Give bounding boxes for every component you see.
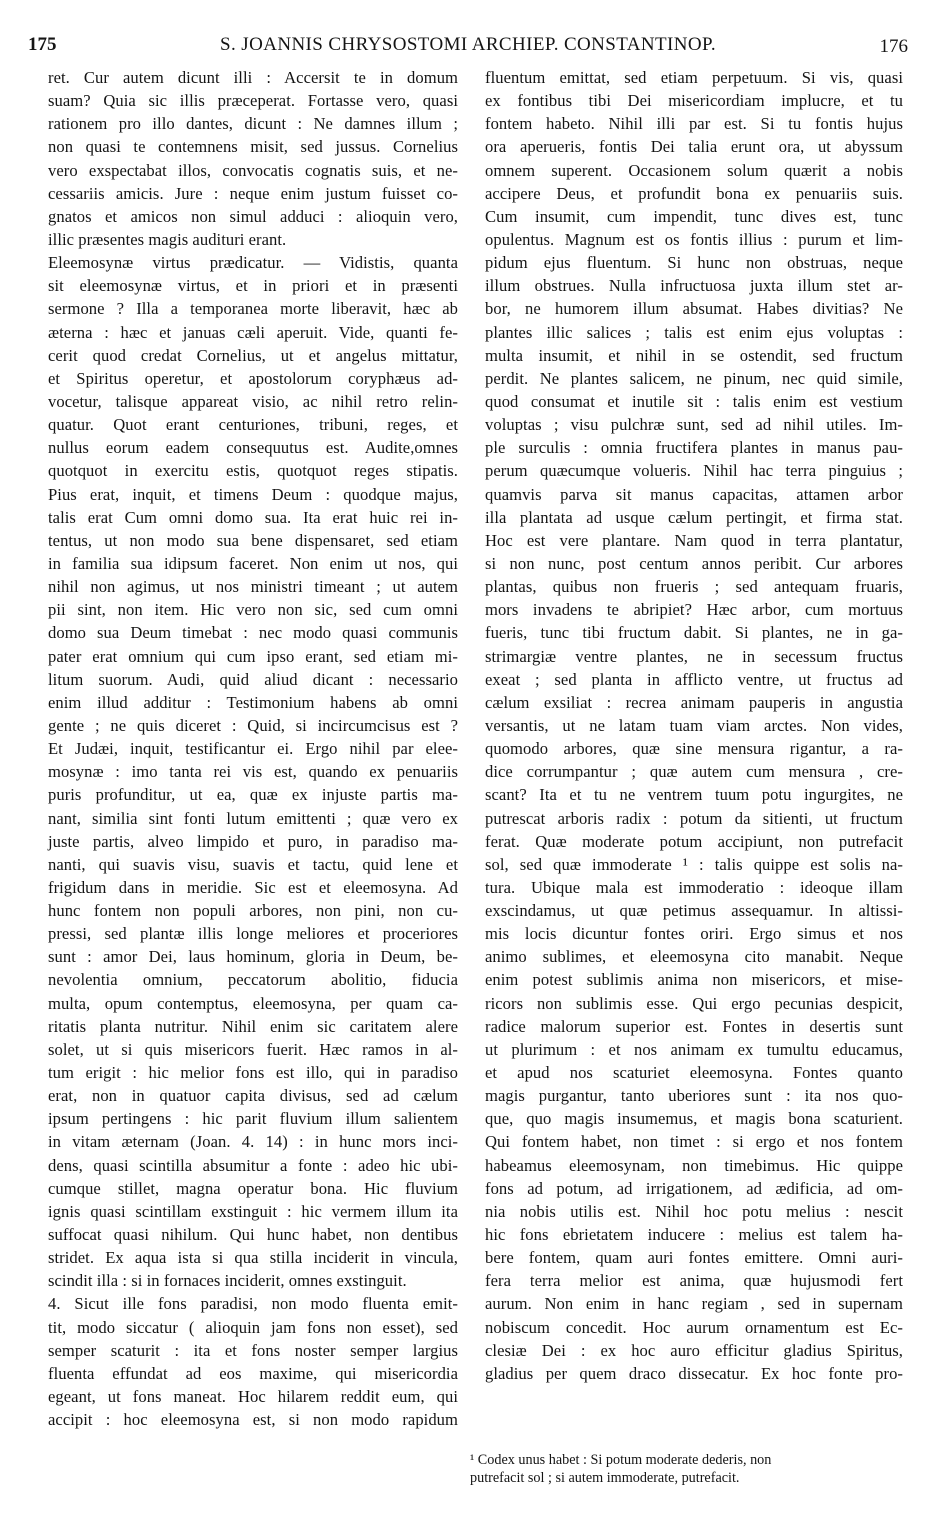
text-line: Hoc est vere plantare. Nam quod in terra plantatur, bbox=[485, 530, 903, 550]
left-text-column bbox=[48, 66, 458, 1431]
text-line: sit eleemosynæ virtus, et in priori et in præsenti bbox=[48, 276, 458, 296]
text-line: fontem habeto. Nihil illi par est. Si tu fontis hujus bbox=[485, 114, 903, 134]
text-line: fera terra melior est anima, quæ hujusmodi fert bbox=[485, 1271, 903, 1291]
text-line: et apud nos scaturiet eleemosyna. Fontes quanto bbox=[485, 1063, 903, 1083]
text-line: sol, sed quæ immoderate ¹ : talis quippe est solis na- bbox=[485, 854, 903, 874]
text-line: vero exspectabat illos, convocatis cognatis suis, et ne- bbox=[48, 160, 458, 180]
page-number-left: 175 bbox=[28, 34, 57, 55]
text-line: enim illud additur : Testimonium habens ab omni bbox=[48, 692, 458, 712]
text-line: fueris, tunc tibi fructum dabit. Si plantes, ne in ga- bbox=[485, 623, 903, 643]
text-line: illic præsentes magis audituri erant. bbox=[48, 229, 287, 249]
text-line: cumque stillet, magna operatur bona. Hic fluvium bbox=[48, 1178, 458, 1198]
text-line: Et Judæi, inquit, testificantur ei. Ergo nihil par elee- bbox=[48, 739, 458, 759]
text-line: erat, non in quatuor capita divisus, sed ad cælum bbox=[48, 1086, 458, 1106]
text-line: gente ; ne quis diceret : Quid, si incircumcisus est ? bbox=[48, 715, 458, 735]
text-line: tura. Ubique mala est immoderatio : ideoque illam bbox=[485, 877, 903, 897]
text-line: quatur. Quot erant centuriones, tribuni, reges, et bbox=[48, 415, 458, 435]
text-line: et Spiritus operetur, et apostolorum coryphæus ad- bbox=[48, 368, 458, 388]
text-line: mors invadens te abripiet? Hæc arbor, cum mortuus bbox=[485, 600, 903, 620]
text-line: nihil non agimus, ut nos ministri timeant ; ut autem bbox=[48, 577, 458, 597]
text-line: 4. Sicut ille fons paradisi, non modo fluenta emit- bbox=[48, 1294, 458, 1314]
text-line: cessariis amicis. Jure : neque enim justum fuisset co- bbox=[48, 183, 458, 203]
text-line: hunc fontem non populi arbores, non pini, non cu- bbox=[48, 901, 458, 921]
text-line: ora aperueris, fontis Dei talia erunt ora, ut abyssum bbox=[485, 137, 903, 157]
text-line: ut plurimum : et nos animam ex tumultu educamus, bbox=[485, 1039, 903, 1059]
text-line: Pius erat, inquit, et timens Deum : quodque majus, bbox=[48, 484, 458, 504]
text-line: enim potest sublimis anima non misericors, et mise- bbox=[485, 970, 903, 990]
text-line: nullus eorum eadem consequutus est. Audite,omnes bbox=[48, 438, 458, 458]
text-line: rationem pro illo dantes, dicunt : Ne damnes illum ; bbox=[48, 114, 458, 134]
running-header bbox=[28, 34, 908, 60]
text-line: nant, similia sint fonti lutum emittenti ; quæ vero ex bbox=[48, 808, 458, 828]
text-line: accipere Deus, et profundit bona ex penuariis suis. bbox=[485, 183, 903, 203]
text-line: nevolentia omnium, peccatorum abolitio, fiducia bbox=[48, 970, 458, 990]
text-line: pii sint, non item. Hic vero non sic, sed cum omni bbox=[48, 600, 458, 620]
text-line: cælum exsiliat : recrea animam pauperis in angustia bbox=[485, 692, 903, 712]
text-line: multa, opum contemptus, eleemosyna, per quam ca- bbox=[48, 993, 458, 1013]
text-line: magis purgantur, tanto uberiores sunt : ita nos quo- bbox=[485, 1086, 903, 1106]
text-line: solet, ut si quis misericors fuerit. Hæc ramos in al- bbox=[48, 1039, 458, 1059]
text-line: ple surculis : omnia fructifera plantes in manus pau- bbox=[485, 438, 903, 458]
text-line: pidum ejus fluentum. Si hunc non obstruas, neque bbox=[485, 253, 903, 273]
text-line: suam? Quia sic illis præceperat. Fortasse vero, quasi bbox=[48, 91, 458, 111]
text-line: quotquot in exercitu estis, quotquot reges stipatis. bbox=[48, 461, 458, 481]
text-line: radice malorum superior est. Fontes in desertis sunt bbox=[485, 1016, 903, 1036]
page-number-right: 176 bbox=[879, 36, 908, 57]
text-line: ritatis planta nutritur. Nihil enim sic caritatem alere bbox=[48, 1016, 458, 1036]
footnote-line: ¹ Codex unus habet : Si potum moderate dederis, non bbox=[470, 1452, 772, 1468]
text-line: Eleemosynæ virtus prædicatur. — Vidistis, quanta bbox=[48, 253, 458, 273]
text-line: hic fons ebrietatem inducere : melius est talem ha- bbox=[485, 1225, 903, 1245]
text-line: illum obstrues. Nulla infructuosa juxta illum stet ar- bbox=[485, 276, 903, 296]
text-line: ignis quasi scintillam exstinguit : hic vermem illum ita bbox=[48, 1201, 458, 1221]
text-line: egeant, ut fons maneat. Hoc hilarem reddit eum, qui bbox=[48, 1387, 458, 1407]
text-line: pater erat omnium qui cum ipso erant, sed etiam mi- bbox=[48, 646, 458, 666]
text-line: que, quo magis insumemus, et magis bona scaturient. bbox=[485, 1109, 903, 1129]
text-line: Cum insumit, cum impendit, tunc dives est, tunc bbox=[485, 206, 903, 226]
text-line: plantas, quibus non frueris ; sed antequam fruaris, bbox=[485, 577, 903, 597]
text-line: vocetur, talisque appareat visio, ac nihil retro relin- bbox=[48, 391, 458, 411]
text-line: quod consumat et inutile sit : talis enim est vestium bbox=[485, 391, 903, 411]
text-line: mosynæ : imo tanta rei vis est, quando ex penuariis bbox=[48, 762, 458, 782]
right-text-column bbox=[485, 66, 903, 1385]
text-line: Qui fontem habet, non timet : si ergo et nos fontem bbox=[485, 1132, 903, 1152]
text-line: semper scaturit : ita et fons noster semper largius bbox=[48, 1340, 458, 1360]
text-line: sunt : amor Dei, laus hominum, gloria in Deum, be- bbox=[48, 947, 458, 967]
text-line: versantis, ut ne latam tuam viam arctes. Non vides, bbox=[485, 715, 903, 735]
text-line: fluentum emittat, sed etiam perpetuum. Si vis, quasi bbox=[485, 68, 903, 87]
text-line: talis erat Cum omni domo sua. Ita erat huic rei in- bbox=[48, 507, 458, 527]
text-line: gnatos et amicos non simul adduci : alioquin vero, bbox=[48, 206, 458, 226]
text-line: ferat. Quæ moderate potum accipiunt, non putrefacit bbox=[485, 831, 903, 851]
text-line: sermone ? Illa a temporanea morte liberavit, hæc ab bbox=[48, 299, 458, 319]
text-line: accipit : hoc eleemosyna est, si non modo rapidum bbox=[48, 1410, 458, 1430]
text-line: quomodo arbores, quæ sine mensura rigantur, a ra- bbox=[485, 739, 903, 759]
text-line: quamvis parva sit manus capacitas, attamen arbor bbox=[485, 484, 903, 504]
text-line: scindit illa : si in fornaces inciderit, omnes exstinguit. bbox=[48, 1271, 407, 1291]
text-line: illa plantata ad usque cælum pertingit, et firma stat. bbox=[485, 507, 903, 527]
text-line: ret. Cur autem dicunt illi : Accersit te in domum bbox=[48, 68, 458, 87]
text-line: stridet. Ex aqua ista si qua stilla inciderit in vincula, bbox=[48, 1248, 458, 1268]
text-line: mis locis dicuntur fontes oriri. Ergo simus et nos bbox=[485, 924, 903, 944]
text-line: fluenta effundat ad eos maxime, qui misericordia bbox=[48, 1363, 458, 1383]
footnote bbox=[470, 1451, 890, 1487]
text-line: æterna : hæc et januas cæli aperuit. Vide, quanti fe- bbox=[48, 322, 458, 342]
text-line: litum suorum. Audi, quid aliud dicant : necessario bbox=[48, 669, 458, 689]
text-line: gladius per quem draco dissecatur. Ex hoc fonte pro- bbox=[485, 1363, 903, 1383]
text-line: multa insumit, et nihil in se ostendit, sed fructum bbox=[485, 345, 903, 365]
text-line: putrescat arboris radix : potum da sitienti, ut fructum bbox=[485, 808, 903, 828]
text-line: suffocat quasi nihilum. Qui hunc habet, non dentibus bbox=[48, 1225, 458, 1245]
text-line: si non nunc, post centum annos peribit. Cur arbores bbox=[485, 553, 903, 573]
text-line: in familia sua idipsum faceret. Non enim ut nos, qui bbox=[48, 553, 458, 573]
text-line: fons ad potum, ad irrigationem, ad ædificia, ad om- bbox=[485, 1178, 903, 1198]
text-line: bere fontem, quam auri fontes emittere. Omni auri- bbox=[485, 1248, 903, 1268]
text-line: ex fontibus tibi Dei misericordiam implucre, et tu bbox=[485, 91, 903, 111]
text-line: voluptas ; visu pulchræ sunt, sed ad nihil utiles. Im- bbox=[485, 415, 903, 435]
text-line: scant? Ita et tu ne ventrem tuum potu ingurgites, ne bbox=[485, 785, 903, 805]
text-line: nia nobis utilis est. Nihil hoc potu melius : nescit bbox=[485, 1201, 903, 1221]
text-line: tum erigit : hic melior fons est illo, qui in paradiso bbox=[48, 1063, 458, 1083]
text-line: nobiscum concedit. Hoc aurum ornamentum est Ec- bbox=[485, 1317, 903, 1337]
text-line: aurum. Non enim in hanc regiam , sed in supernam bbox=[485, 1294, 903, 1314]
text-line: non quasi te contemnens misit, sed jussus. Cornelius bbox=[48, 137, 458, 157]
running-title: S. JOANNIS CHRYSOSTOMI ARCHIEP. CONSTANTINOP. bbox=[220, 34, 716, 55]
text-line: bor, ne humorem illum absumat. Habes divitias? Ne bbox=[485, 299, 903, 319]
text-line: plantes illic salices ; talis est enim ejus voluptas : bbox=[485, 322, 903, 342]
text-line: tentus, ut non modo sua bene dispensaret, sed etiam bbox=[48, 530, 458, 550]
text-line: opulentus. Magnum est os fontis illius : purum et lim- bbox=[485, 229, 903, 249]
text-line: nanti, qui suavis visu, suavis et tactu, quid lene et bbox=[48, 854, 458, 874]
text-line: ricors non sublimis esse. Qui ergo pecunias despicit, bbox=[485, 993, 903, 1013]
text-line: in vitam æternam (Joan. 4. 14) : in hunc mors inci- bbox=[48, 1132, 458, 1152]
text-line: perum quæcumque volueris. Nihil hac terra pinguius ; bbox=[485, 461, 903, 481]
footnote-line: putrefacit sol ; si autem immoderate, putrefacit. bbox=[470, 1470, 740, 1486]
text-line: dens, quasi scintilla absumitur a fonte : adeo hic ubi- bbox=[48, 1155, 458, 1175]
text-line: exeat ; sed planta in afflicto ventre, ut fructus ad bbox=[485, 669, 903, 689]
text-line: cerit quod credat Cornelius, ut et angelus mittatur, bbox=[48, 345, 458, 365]
text-line: frigidum dans in meridie. Sic est et eleemosyna. Ad bbox=[48, 877, 458, 897]
text-line: perdit. Ne plantes salicem, ne pinum, nec quid simile, bbox=[485, 368, 903, 388]
text-line: tit, modo siccatur ( alioquin jam fons non esset), sed bbox=[48, 1317, 458, 1337]
text-line: puris profunditur, ut ea, quæ ex injuste partis ma- bbox=[48, 785, 458, 805]
text-line: omnem superent. Occasionem solum quærit a nobis bbox=[485, 160, 903, 180]
text-line: strimargiæ ventre plantes, ne in secessum fructus bbox=[485, 646, 903, 666]
text-line: ipsum pertingens : hic parit fluvium illum salientem bbox=[48, 1109, 458, 1129]
text-line: dice corrumpantur ; quæ autem cum mensura , cre- bbox=[485, 762, 903, 782]
text-line: animo sublimes, et eleemosyna cito manabit. Neque bbox=[485, 947, 903, 967]
text-line: exscindamus, ut quæ petimus assequamur. In altissi- bbox=[485, 901, 903, 921]
text-line: pressi, sed plantæ illis longe meliores et proceriores bbox=[48, 924, 458, 944]
text-line: juste partis, alveo limpido et puro, in paradiso ma- bbox=[48, 831, 458, 851]
text-line: clesiæ Dei : ex hoc auro efficitur gladius Spiritus, bbox=[485, 1340, 903, 1360]
text-line: domo sua Deum timebat : nec modo quasi communis bbox=[48, 623, 458, 643]
text-line: habeamus eleemosynam, non timebimus. Hic quippe bbox=[485, 1155, 903, 1175]
